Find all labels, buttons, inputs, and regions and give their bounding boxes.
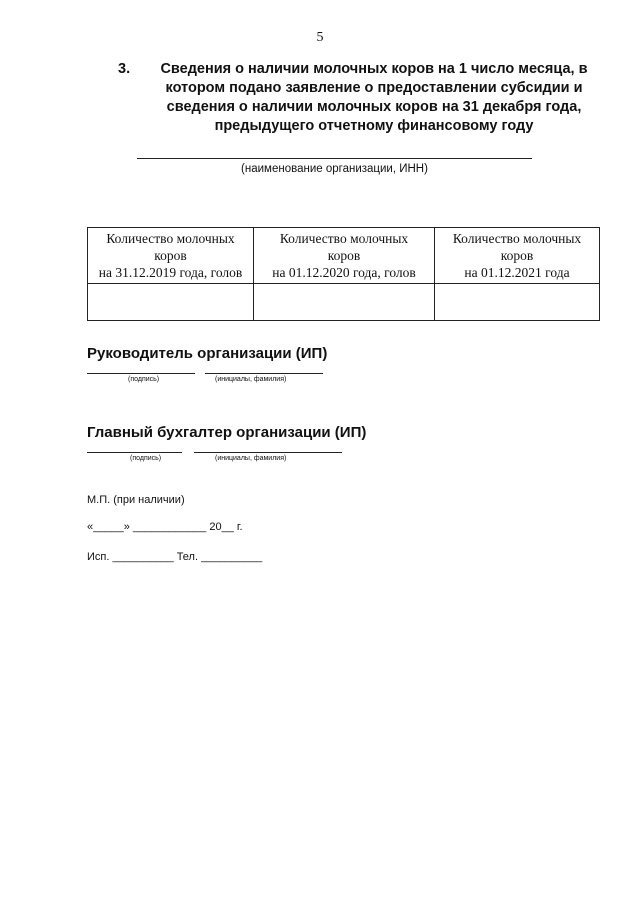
table-cell[interactable] [254, 284, 435, 321]
accountant-name-line[interactable] [194, 452, 342, 453]
organization-caption: (наименование организации, ИНН) [241, 163, 428, 175]
cows-table [87, 227, 600, 321]
section-title [118, 60, 608, 136]
accountant-name-caption: (инициалы, фамилия) [215, 455, 287, 462]
director-name-caption: (инициалы, фамилия) [215, 376, 287, 383]
accountant-heading: Главный бухгалтер организации (ИП) [87, 424, 367, 441]
stamp-label: М.П. (при наличии) [87, 494, 185, 506]
director-heading: Руководитель организации (ИП) [87, 345, 328, 362]
section-number: 3. [118, 61, 131, 77]
header-line: Количество молочных [452, 231, 582, 246]
accountant-signature-caption: (подпись) [130, 455, 162, 462]
director-signature-line[interactable] [87, 373, 195, 374]
header-line: коров [327, 248, 361, 263]
director-name-line[interactable] [205, 373, 323, 374]
header-line: коров [154, 248, 187, 263]
header-line: коров [500, 248, 534, 263]
table-header-cell [254, 228, 435, 284]
executor-phone-field[interactable]: Исп. __________ Тел. __________ [87, 551, 263, 563]
section-title-text: Сведения о наличии молочных коров на 1 число месяца, в котором подано заявление о предоставлении субсидии и сведения о наличии молочных коров на 31 декабря года, предыдущего отчетному финансовому году [160, 61, 588, 134]
accountant-signature-line[interactable] [87, 452, 182, 453]
table-row [88, 284, 600, 321]
director-signature-caption: (подпись) [128, 376, 160, 383]
table-cell[interactable] [435, 284, 600, 321]
header-line: Количество молочных [279, 231, 409, 246]
table-header-row [88, 228, 600, 284]
organization-name-line[interactable] [137, 158, 532, 159]
header-line: Количество молочных [106, 231, 235, 246]
table-cell[interactable] [88, 284, 254, 321]
header-line: на 01.12.2021 года [464, 265, 570, 280]
page-number: 5 [316, 30, 324, 45]
header-line: на 31.12.2019 года, голов [98, 265, 243, 280]
header-line: на 01.12.2020 года, голов [272, 265, 416, 280]
table-header-cell [435, 228, 600, 284]
table-header-cell [88, 228, 254, 284]
date-field[interactable]: «_____» ____________ 20__ г. [87, 521, 243, 533]
